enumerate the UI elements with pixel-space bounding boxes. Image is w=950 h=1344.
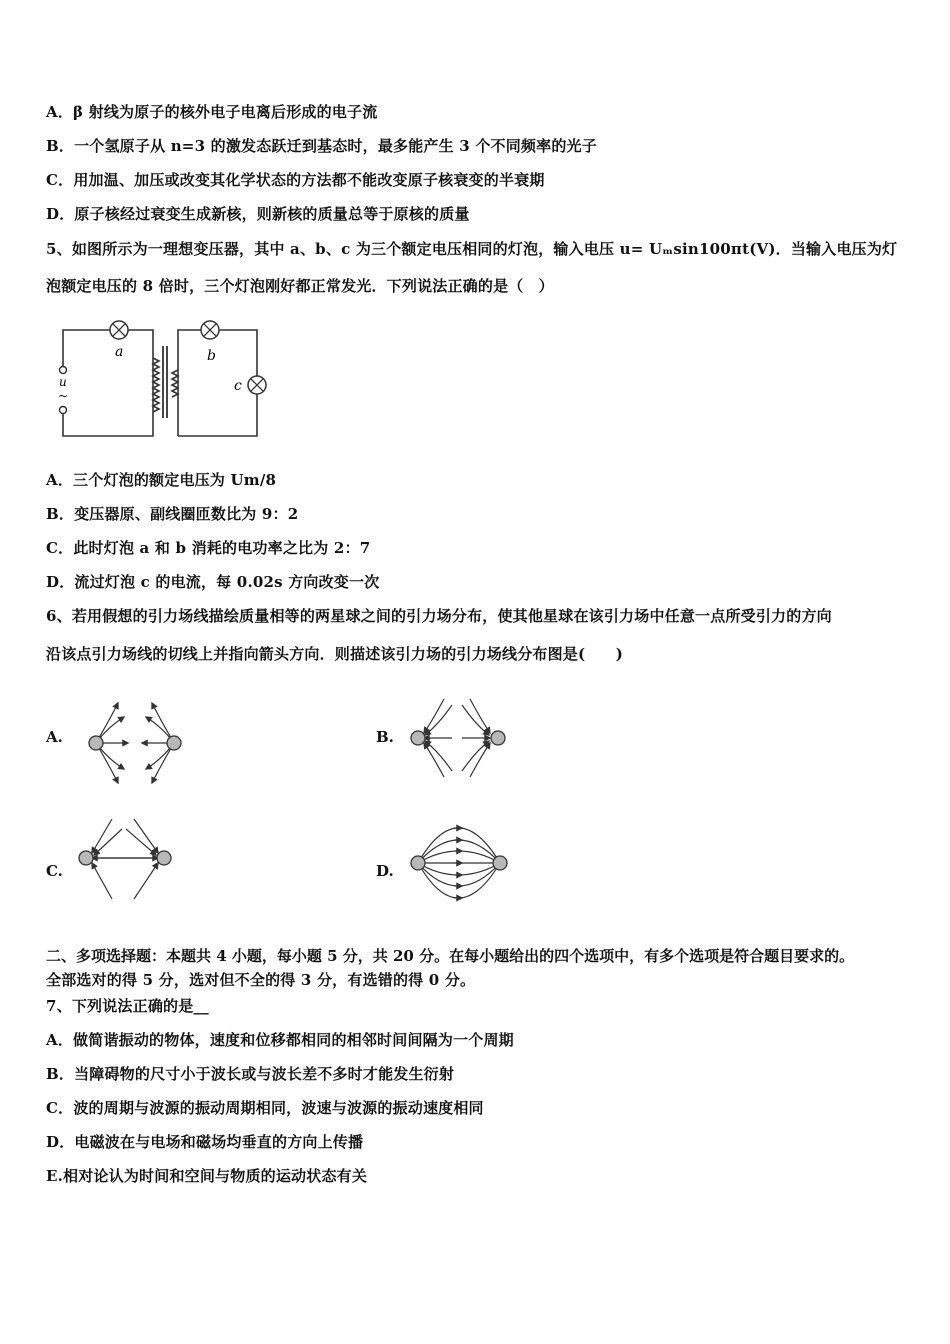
q6-stem-line1: 6、若用假想的引力场线描绘质量相等的两星球之间的引力场分布，使其他星球在该引力场中任意一点所受引力的方向 bbox=[46, 607, 832, 625]
q6-diagram-a bbox=[80, 697, 190, 789]
lamp-a-icon bbox=[110, 321, 128, 339]
lamp-b-icon bbox=[201, 321, 219, 339]
q7-option-e: E.相对论认为时间和空间与物质的运动状态有关 bbox=[46, 1167, 368, 1185]
q6-option-b-label: B. bbox=[376, 728, 394, 746]
star-right-icon bbox=[491, 731, 505, 745]
input-voltage-label: u bbox=[59, 375, 67, 389]
lamp-b-label: b bbox=[207, 348, 216, 364]
star-left-icon bbox=[89, 736, 103, 750]
q4-option-c: C．用加温、加压或改变其化学状态的方法都不能改变原子核衰变的半衰期 bbox=[46, 171, 545, 189]
star-right-icon bbox=[157, 851, 171, 865]
star-left-icon bbox=[79, 851, 93, 865]
lamp-c-label: c bbox=[234, 378, 242, 394]
transformer-circuit-figure bbox=[55, 318, 275, 443]
star-right-icon bbox=[167, 736, 181, 750]
q5-option-d: D．流过灯泡 c 的电流，每 0.02s 方向改变一次 bbox=[46, 573, 380, 591]
lamp-a-label: a bbox=[115, 344, 124, 360]
star-left-icon bbox=[411, 856, 425, 870]
q4-option-d: D．原子核经过衰变生成新核，则新核的质量总等于原核的质量 bbox=[46, 205, 470, 223]
section2-heading-line1: 二、多项选择题：本题共 4 小题，每小题 5 分，共 20 分。在每小题给出的四个选项中，有多个选项是符合题目要求的。 bbox=[46, 947, 855, 965]
q5-option-c: C．此时灯泡 a 和 b 消耗的电功率之比为 2：7 bbox=[46, 539, 371, 557]
q6-diagram-c bbox=[72, 815, 182, 905]
q5-stem-line1: 5、如图所示为一理想变压器，其中 a、b、c 为三个额定电压相同的灯泡，输入电压 u= Uₘsin100πt(V)．当输入电压为灯 bbox=[46, 240, 898, 258]
q5-option-b: B．变压器原、副线圈匝数比为 9：2 bbox=[46, 505, 299, 523]
q6-option-a-label: A. bbox=[46, 728, 63, 746]
q6-diagram-d bbox=[402, 815, 517, 907]
q4-option-b: B．一个氢原子从 n=3 的激发态跃迁到基态时，最多能产生 3 个不同频率的光子 bbox=[46, 137, 597, 155]
q7-option-b: B．当障碍物的尺寸小于波长或与波长差不多时才能发生衍射 bbox=[46, 1065, 455, 1083]
q6-option-d-label: D. bbox=[376, 862, 394, 880]
q6-diagram-b bbox=[402, 693, 517, 785]
lamp-c-icon bbox=[248, 376, 266, 394]
q5-option-a: A．三个灯泡的额定电压为 Um/8 bbox=[46, 471, 277, 489]
star-right-icon bbox=[493, 856, 507, 870]
q4-option-a: A．β 射线为原子的核外电子电离后形成的电子流 bbox=[46, 103, 378, 121]
q5-stem-line2: 泡额定电压的 8 倍时，三个灯泡刚好都正常发光．下列说法正确的是（ ） bbox=[46, 277, 554, 295]
q7-option-d: D．电磁波在与电场和磁场均垂直的方向上传播 bbox=[46, 1133, 364, 1151]
q7-option-a: A．做简谐振动的物体，速度和位移都相同的相邻时间间隔为一个周期 bbox=[46, 1031, 514, 1049]
q7-stem: 7、下列说法正确的是__ bbox=[46, 997, 209, 1015]
q6-stem-line2: 沿该点引力场线的切线上并指向箭头方向．则描述该引力场的引力场线分布图是( ) bbox=[46, 645, 623, 663]
q7-option-c: C．波的周期与波源的振动周期相同，波速与波源的振动速度相同 bbox=[46, 1099, 484, 1117]
q6-option-c-label: C. bbox=[46, 862, 63, 880]
star-left-icon bbox=[411, 731, 425, 745]
ac-symbol-label: ~ bbox=[58, 389, 69, 403]
section2-heading-line2: 全部选对的得 5 分，选对但不全的得 3 分，有选错的得 0 分。 bbox=[46, 971, 476, 989]
